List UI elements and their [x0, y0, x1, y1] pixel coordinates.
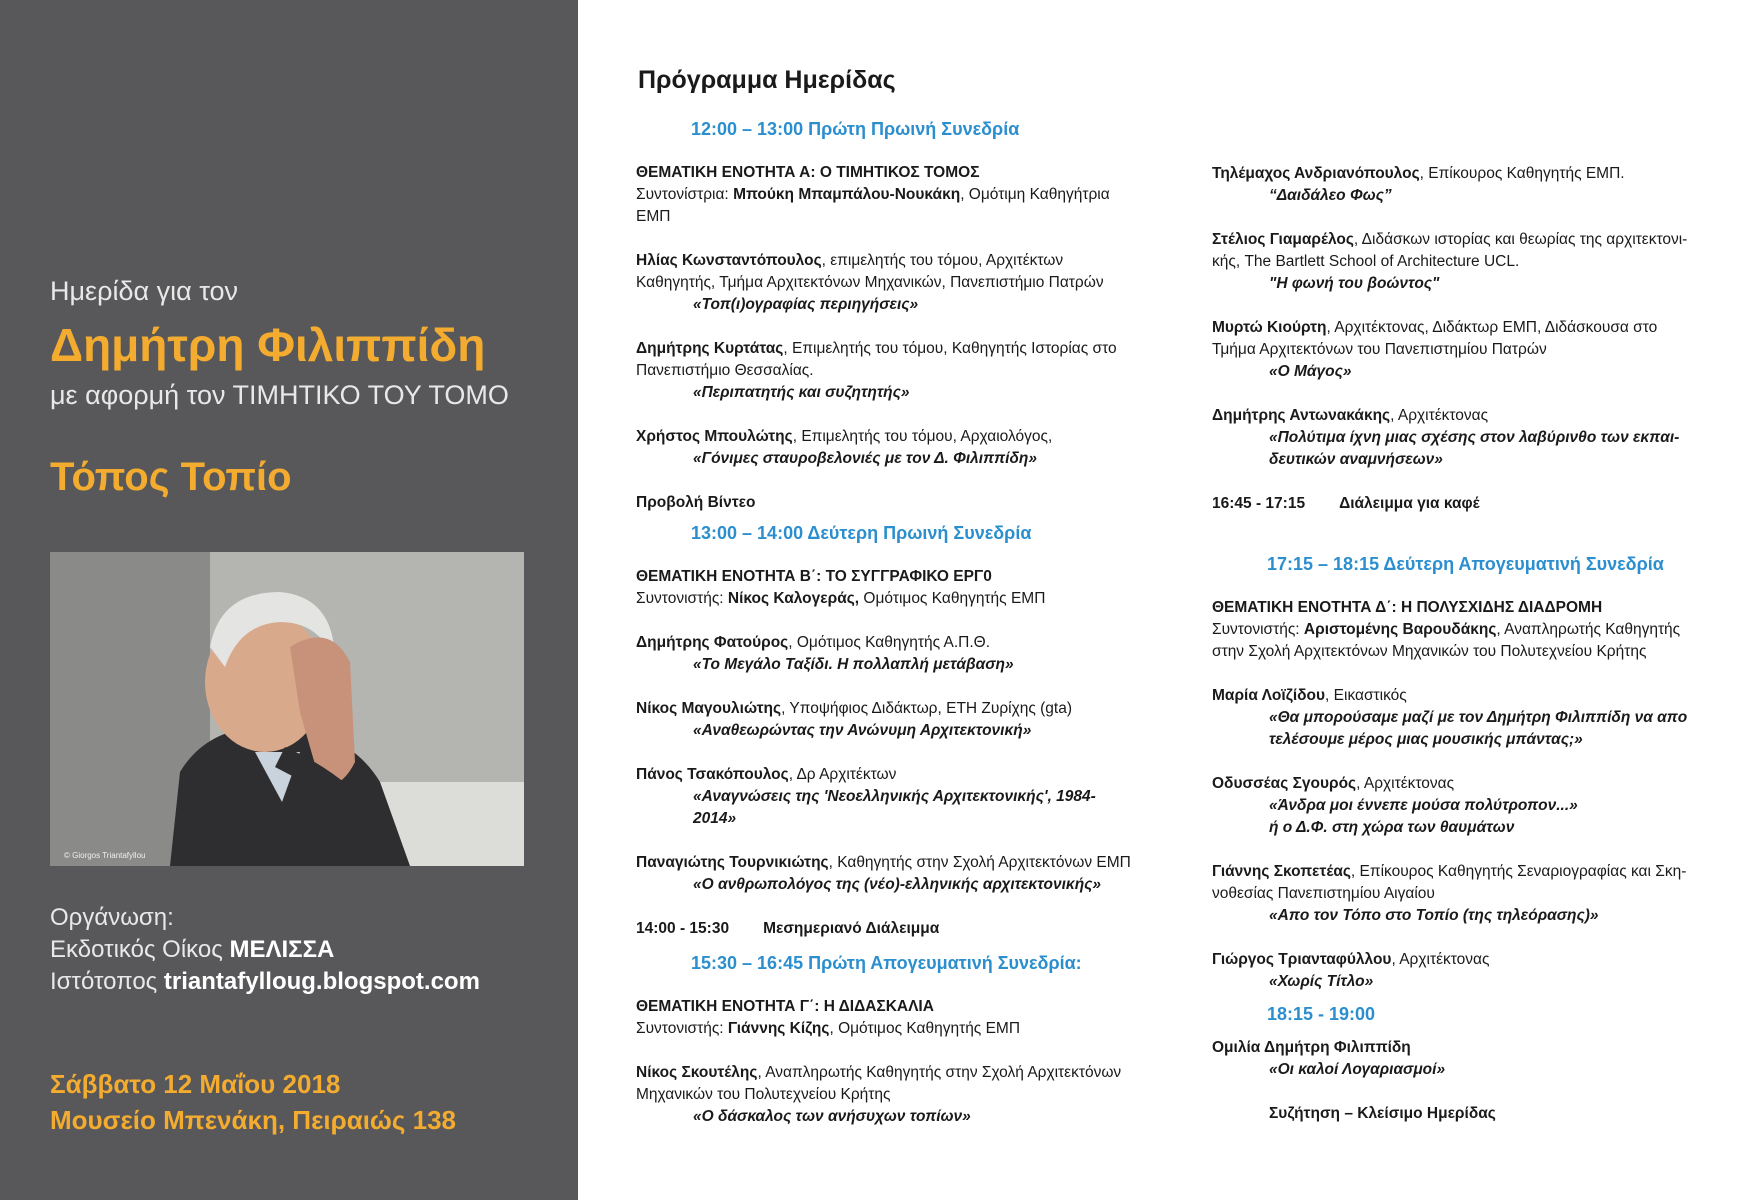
talk-title: «Αναγνώσεις της 'Νεοελληνικής Αρχιτεκτονικής', 1984- — [693, 788, 1096, 805]
closing-speech: Ομιλία Δημήτρη Φιλιππίδη — [1212, 1039, 1411, 1056]
speaker — [636, 698, 1136, 720]
occasion-book: ΤΙΜΗΤΙΚΟ ΤΟΥ ΤΟΜΟ — [232, 380, 509, 410]
speaker — [1212, 949, 1702, 971]
speaker — [1212, 163, 1702, 185]
coordinator-label: Συντονιστής: — [1212, 621, 1304, 638]
speaker-name: Τηλέμαχος Ανδριανόπουλος — [1212, 165, 1420, 182]
talk-title: «Ο δάσκαλος των ανήσυχων τοπίων» — [693, 1108, 971, 1125]
speaker-name: Στέλιος Γιαμαρέλος — [1212, 231, 1354, 248]
speaker — [636, 338, 1136, 360]
speaker-role: , Εικαστικός — [1325, 687, 1407, 704]
speaker-role-cont: Τμήμα Αρχιτεκτόνων του Πανεπιστημίου Πατρών — [1212, 341, 1547, 358]
speaker-role: , Επίκουρος Καθηγητής Σεναριογραφίας και Σκη- — [1350, 863, 1687, 880]
speaker-name: Δημήτρης Αντωνακάκης — [1212, 407, 1391, 424]
talk-title: «Το Μεγάλο Ταξίδι. Η πολλαπλή μετάβαση» — [693, 656, 1014, 673]
honoree-name: Δημήτρη Φιλιππίδη — [50, 319, 486, 371]
photo-credit: © Giorgos Triantafyllou — [64, 851, 146, 860]
talk-title: «Άνδρα μοι έννεπε μούσα πολύτροπον...» — [1269, 797, 1578, 814]
coordinator-name: Γιάννης Κίζης — [727, 1020, 830, 1037]
speaker — [636, 426, 1136, 448]
talk-title-cont: τελέσουμε μέρος μιας μουσικής μπάντας;» — [1269, 731, 1583, 748]
coordinator-name: Μπούκη Μπαμπάλου-Νουκάκη — [733, 186, 961, 203]
speaker — [1212, 773, 1702, 795]
speaker-role: , επιμελητής του τόμου, Αρχιτέκτων — [821, 252, 1064, 269]
organization-label: Οργάνωση: — [50, 904, 174, 931]
theme-heading: ΘΕΜΑΤΙΚΗ ΕΝΟΤΗΤΑ Δ΄: Η ΠΟΛΥΣΧΙΔΗΣ ΔΙΑΔΡΟΜΗ — [1212, 599, 1603, 616]
coordinator-name: Νίκος Καλογεράς, — [727, 590, 860, 607]
session-heading: 13:00 – 14:00 Δεύτερη Πρωινή Συνεδρία — [691, 523, 1032, 543]
event-title: Τόπος Τοπίο — [50, 455, 292, 499]
speaker — [636, 1062, 1136, 1084]
session-heading: 15:30 – 16:45 Πρώτη Απογευματινή Συνεδρία: — [691, 953, 1082, 973]
speaker-role: , Αρχιτέκτονας — [1356, 775, 1455, 792]
event-subtitle: Ημερίδα για τον — [50, 276, 238, 306]
session-heading: 12:00 – 13:00 Πρώτη Πρωινή Συνεδρία — [691, 119, 1020, 139]
coordinator-role: Ομότιμος Καθηγητής ΕΜΠ — [859, 590, 1046, 607]
speaker-name: Γιώργος Τριανταφύλλου — [1212, 951, 1392, 968]
coordinator-role-cont: στην Σχολή Αρχιτεκτόνων Μηχανικών του Πολυτεχνείου Κρήτης — [1212, 643, 1647, 660]
talk-title: «Αναθεωρώντας την Ανώνυμη Αρχιτεκτονική» — [693, 722, 1032, 739]
talk-title: "Η φωνή του βοώντος" — [1269, 275, 1440, 292]
break-label: Διάλειμμα για καφέ — [1339, 495, 1480, 512]
talk-title: «Ο ανθρωπολόγος της (νέο)-ελληνικής αρχιτεκτονικής» — [693, 876, 1102, 893]
speaker-role-cont: κής, The Bartlett School of Architecture UCL. — [1212, 253, 1520, 270]
theme-heading: ΘΕΜΑΤΙΚΗ ΕΝΟΤΗΤΑ Γ΄: Η ΔΙΔΑΣΚΑΛΙΑ — [636, 998, 934, 1015]
talk-title-cont: 2014» — [693, 810, 737, 827]
speaker — [1212, 685, 1702, 707]
talk-title: «Οι καλοί Λογαριασμοί» — [1269, 1061, 1446, 1078]
speaker-role-cont: νοθεσίας Πανεπιστημίου Αιγαίου — [1212, 885, 1435, 902]
organization-block — [50, 902, 480, 998]
talk-title: «Θα μπορούσαμε μαζί με τον Δημήτρη Φιλιππίδη να απο — [1269, 709, 1688, 726]
speaker-name: Γιάννης Σκοπετέας — [1212, 863, 1351, 880]
break-label: Μεσημεριανό Διάλειμμα — [763, 920, 940, 937]
publisher-name: ΜΕΛΙΣΣΑ — [229, 936, 335, 963]
talk-title: «Γόνιμες σταυροβελονιές με τον Δ. Φιλιππίδη» — [693, 450, 1037, 467]
speaker — [1212, 317, 1702, 339]
program-title: Πρόγραμμα Ημερίδας — [638, 66, 896, 94]
talk-title: “Δαιδάλεο Φως” — [1269, 187, 1392, 204]
left-panel — [0, 0, 578, 1200]
speaker-role: , Δρ Αρχιτέκτων — [788, 766, 897, 783]
talk-title: «Τοπ(ι)ογραφίας περιηγήσεις» — [693, 296, 919, 313]
speaker — [636, 852, 1136, 874]
event-venue: Μουσείο Μπενάκη, Πειραιώς 138 — [50, 1105, 457, 1135]
speaker-name: Οδυσσέας Σγουρός — [1212, 775, 1357, 792]
session-heading: 17:15 – 18:15 Δεύτερη Απογευματινή Συνεδρία — [1267, 554, 1664, 574]
speaker-name: Νίκος Μαγουλιώτης — [636, 700, 782, 717]
speaker-role-cont: Μηχανικών του Πολυτεχνείου Κρήτης — [636, 1086, 891, 1103]
speaker-name: Πάνος Τσακόπουλος — [636, 766, 789, 783]
theme-heading: ΘΕΜΑΤΙΚΗ ΕΝΟΤΗΤΑ Β΄: ΤΟ ΣΥΓΓΡΑΦΙΚΟ ΕΡΓ0 — [636, 568, 992, 585]
coordinator-role-cont: ΕΜΠ — [636, 208, 671, 225]
coffee-break — [1212, 493, 1702, 515]
speaker-role-cont: Πανεπιστήμιο Θεσσαλίας. — [636, 362, 814, 379]
speaker — [636, 250, 1136, 272]
theme-heading: ΘΕΜΑΤΙΚΗ ΕΝΟΤΗΤΑ Α: Ο ΤΙΜΗΤΙΚΟΣ ΤΟΜΟΣ — [636, 164, 980, 181]
speaker-role-cont: Καθηγητής, Τμήμα Αρχιτεκτόνων Μηχανικών, Πανεπιστήμιο Πατρών — [636, 274, 1104, 291]
speaker-name: Νίκος Σκουτέλης — [636, 1064, 758, 1081]
break-time: 16:45 - 17:15 — [1212, 495, 1306, 512]
website-prefix: Ιστότοπος — [50, 968, 164, 995]
speaker-name: Χρήστος Μπουλώτης — [636, 428, 793, 445]
speaker-role: , Ομότιμος Καθηγητής Α.Π.Θ. — [788, 634, 991, 651]
speaker-name: Μαρία Λοϊζίδου — [1212, 687, 1326, 704]
coordinator — [1212, 619, 1702, 641]
program-column-1 — [636, 118, 1136, 1128]
break-time: 14:00 - 15:30 — [636, 920, 730, 937]
coordinator-role: , Αναπληρωτής Καθηγητής — [1496, 621, 1681, 638]
talk-title: «Περιπατητής και συζητητής» — [693, 384, 910, 401]
speaker-name: Μυρτώ Κιούρτη — [1212, 319, 1327, 336]
speaker-role: , Αρχιτέκτονας — [1390, 407, 1489, 424]
speaker — [636, 764, 1136, 786]
speaker-role: , Αναπληρωτής Καθηγητής στην Σχολή Αρχιτεκτόνων — [757, 1064, 1122, 1081]
talk-title-cont: δευτικών αναμνήσεων» — [1269, 451, 1443, 468]
coordinator-role: , Ομότιμος Καθηγητής ΕΜΠ — [829, 1020, 1021, 1037]
portrait-illustration — [50, 552, 524, 866]
talk-title-cont: ή ο Δ.Φ. στη χώρα των θαυμάτων — [1269, 819, 1515, 836]
coordinator-name: Αριστομένης Βαρουδάκης — [1303, 621, 1497, 638]
coordinator-role: , Ομότιμη Καθηγήτρια — [960, 186, 1110, 203]
lunch-break — [636, 918, 1136, 940]
coordinator — [636, 588, 1136, 610]
speaker-name: Ηλίας Κωνσταντόπουλος — [636, 252, 822, 269]
event-date: Σάββατο 12 Μαΐου 2018 — [50, 1069, 341, 1099]
talk-title: «Πολύτιμα ίχνη μιας σχέσης στον λαβύρινθο των εκπαι- — [1269, 429, 1680, 446]
speaker — [1212, 405, 1702, 427]
website-url[interactable]: triantafylloug.blogspot.com — [163, 968, 480, 995]
speaker — [1212, 861, 1702, 883]
speaker — [636, 632, 1136, 654]
coordinator-label: Συντονίστρια: — [636, 186, 734, 203]
coordinator-label: Συντονιστής: — [636, 1020, 728, 1037]
occasion-line — [50, 380, 509, 411]
closing-discussion: Συζήτηση – Κλείσιμο Ημερίδας — [1269, 1105, 1496, 1122]
speaker-role: , Διδάσκων ιστορίας και θεωρίας της αρχιτεκτονι- — [1353, 231, 1688, 248]
speaker-name: Δημήτρης Φατούρος — [636, 634, 789, 651]
coordinator — [636, 1018, 1136, 1040]
session-heading: 18:15 - 19:00 — [1267, 1004, 1376, 1024]
speaker-role: , Καθηγητής στην Σχολή Αρχιτεκτόνων ΕΜΠ — [828, 854, 1131, 871]
program-column-2 — [1212, 163, 1702, 1125]
website-line — [50, 966, 480, 998]
speaker — [1212, 229, 1702, 251]
speaker-role: , Επιμελητής του τόμου, Αρχαιολόγος, — [792, 428, 1053, 445]
talk-title: «Απο τον Τόπο στο Τοπίο (της τηλεόρασης)» — [1269, 907, 1599, 924]
coordinator — [636, 184, 1136, 206]
speaker-role: , Αρχιτέκτονας — [1391, 951, 1490, 968]
publisher-line — [50, 934, 480, 966]
coordinator-label: Συντονιστής: — [636, 590, 728, 607]
publisher-prefix: Εκδοτικός Οίκος — [50, 936, 230, 963]
portrait-photo — [50, 552, 524, 866]
speaker-name: Δημήτρης Κυρτάτας — [636, 340, 784, 357]
speaker-role: , Υποψήφιος Διδάκτωρ, ΕΤΗ Ζυρίχης (gta) — [781, 700, 1073, 717]
speaker-role: , Επίκουρος Καθηγητής ΕΜΠ. — [1419, 165, 1625, 182]
speaker-name: Παναγιώτης Τουρνικιώτης — [636, 854, 829, 871]
video-screening: Προβολή Βίντεο — [636, 494, 756, 511]
date-venue — [50, 1066, 456, 1138]
speaker-role: , Αρχιτέκτονας, Διδάκτωρ ΕΜΠ, Διδάσκουσα στο — [1326, 319, 1658, 336]
speaker-role: , Επιμελητής του τόμου, Καθηγητής Ιστορίας στο — [783, 340, 1117, 357]
occasion-prefix: με αφορμή τον — [50, 380, 233, 410]
talk-title: «Χωρίς Τίτλο» — [1269, 973, 1374, 990]
talk-title: «Ο Μάγος» — [1269, 363, 1352, 380]
